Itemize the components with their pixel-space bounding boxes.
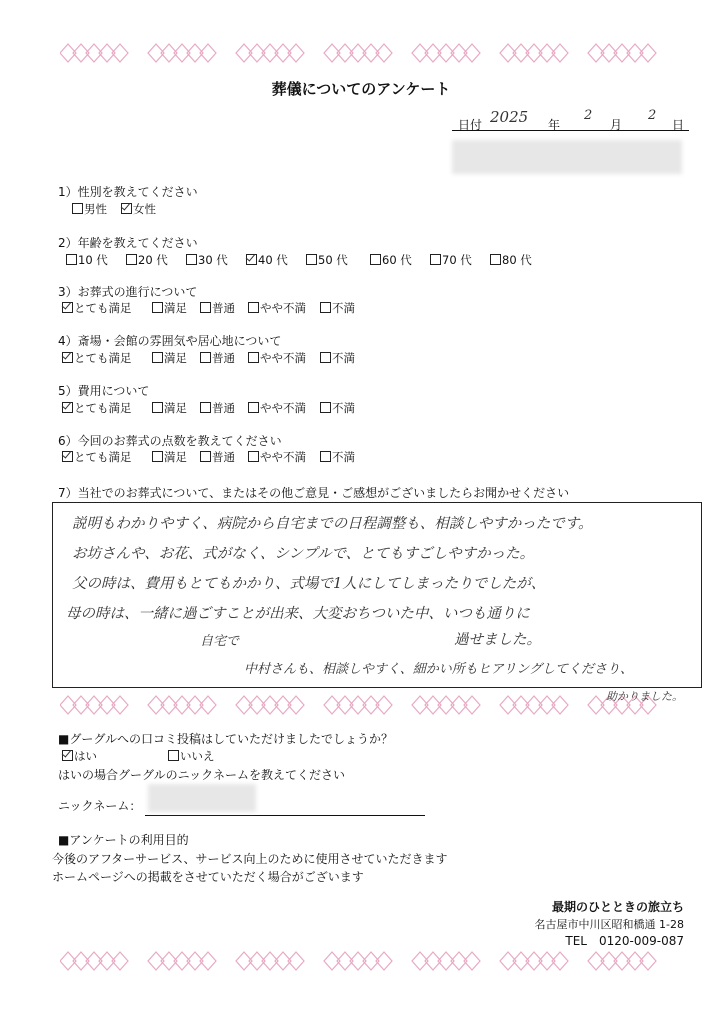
q3-option-neutral[interactable]: 普通	[200, 300, 235, 316]
q5-option-dissatisfied[interactable]: 不満	[320, 400, 355, 416]
checkbox[interactable]	[72, 203, 83, 214]
comment-line-4: 母の時は、一緒に過ごすことが出来、大変おちついた中、いつも通りに	[66, 606, 530, 622]
q6-option-very-satisfied[interactable]: とても満足	[62, 449, 132, 465]
date-day-unit: 日	[672, 118, 685, 132]
company-address: 名古屋市中川区昭和橋通 1-28	[534, 918, 684, 931]
q2-option-10s[interactable]: 10 代	[66, 252, 108, 268]
q6-question: 6）今回のお葬式の点数を教えてください	[58, 434, 282, 448]
purpose-line-1: 今後のアフターサービス、サービス向上のために使用させていただきます	[52, 852, 448, 866]
q5-option-very-satisfied[interactable]: とても満足	[62, 400, 132, 416]
bottom-decorative-border	[60, 946, 670, 976]
q2-question: 2）年齢を教えてください	[58, 236, 198, 250]
q6-option-dissatisfied[interactable]: 不満	[320, 449, 355, 465]
q4-option-satisfied[interactable]: 満足	[152, 350, 187, 366]
date-year-unit: 年	[548, 118, 561, 132]
nickname-label: ニックネーム：	[58, 799, 142, 813]
q1-question: 1）性別を教えてください	[58, 185, 198, 199]
redacted-area	[452, 140, 682, 174]
q1-option-male[interactable]: 男性	[72, 201, 107, 217]
q3-option-very-satisfied[interactable]: とても満足	[62, 300, 132, 316]
date-month-unit: 月	[610, 118, 623, 132]
comment-line-3: 父の時は、費用もとてもかかり、式場で1人にしてしまったりでしたが、	[72, 576, 546, 592]
middle-decorative-border	[60, 690, 670, 720]
q4-option-neutral[interactable]: 普通	[200, 350, 235, 366]
q3-option-somewhat-dissatisfied[interactable]: やや不満	[248, 300, 306, 316]
q3-question: 3）お葬式の進行について	[58, 285, 198, 299]
q2-option-20s[interactable]: 20 代	[126, 252, 168, 268]
q2-option-80s[interactable]: 80 代	[490, 252, 532, 268]
date-year-value: 2025	[490, 108, 529, 126]
google-yes-option[interactable]: はい	[62, 748, 97, 764]
purpose-line-2: ホームページへの掲載をさせていただく場合がございます	[52, 870, 364, 884]
q4-option-very-satisfied[interactable]: とても満足	[62, 350, 132, 366]
comment-line-6: 中村さんも、相談しやすく、細かい所もヒアリングしてくださり、	[244, 662, 633, 677]
q6-option-somewhat-dissatisfied[interactable]: やや不満	[248, 449, 306, 465]
q4-option-dissatisfied[interactable]: 不満	[320, 350, 355, 366]
q4-option-somewhat-dissatisfied[interactable]: やや不満	[248, 350, 306, 366]
nickname-prompt: はいの場合グーグルのニックネームを教えてください	[58, 768, 346, 782]
q5-option-satisfied[interactable]: 満足	[152, 400, 187, 416]
q5-question: 5）費用について	[58, 384, 150, 398]
redacted-nickname	[148, 784, 256, 812]
company-tel: TEL 0120-009-087	[565, 934, 684, 948]
google-question: ■グーグルへの口コミ投稿はしていただけましたでしょうか？	[58, 732, 393, 746]
comment-line-5: 過せました。	[454, 632, 541, 648]
q5-option-neutral[interactable]: 普通	[200, 400, 235, 416]
q6-option-satisfied[interactable]: 満足	[152, 449, 187, 465]
comment-line-7: 助かりました。	[606, 690, 683, 703]
q6-option-neutral[interactable]: 普通	[200, 449, 235, 465]
comment-insert-jitaku: 自宅で	[200, 634, 240, 649]
q3-option-satisfied[interactable]: 満足	[152, 300, 187, 316]
q7-question: 7）当社でのお葬式について、またはその他ご意見・ご感想がございましたらお聞かせください	[58, 486, 570, 500]
checkbox-checked[interactable]	[121, 203, 132, 214]
checkbox-checked[interactable]	[62, 750, 73, 761]
q5-option-somewhat-dissatisfied[interactable]: やや不満	[248, 400, 306, 416]
company-name: 最期のひとときの旅立ち	[551, 900, 684, 914]
comment-line-1: 説明もわかりやすく、病院から自宅までの日程調整も、相談しやすかったです。	[72, 516, 593, 532]
q2-option-60s[interactable]: 60 代	[370, 252, 412, 268]
q2-option-40s[interactable]: 40 代	[246, 252, 288, 268]
q2-option-30s[interactable]: 30 代	[186, 252, 228, 268]
q2-option-50s[interactable]: 50 代	[306, 252, 348, 268]
google-no-option[interactable]: いいえ	[168, 748, 215, 764]
date-day-value: 2	[648, 108, 657, 123]
q2-option-70s[interactable]: 70 代	[430, 252, 472, 268]
top-decorative-border	[60, 38, 670, 68]
checkbox[interactable]	[168, 750, 179, 761]
q1-option-female[interactable]: 女性	[121, 201, 156, 217]
q3-option-dissatisfied[interactable]: 不満	[320, 300, 355, 316]
page-title: 葬儀についてのアンケート	[271, 80, 451, 98]
purpose-heading: ■アンケートの利用目的	[58, 833, 189, 847]
date-month-value: 2	[584, 108, 593, 123]
q4-question: 4）斎場・会館の雰囲気や居心地について	[58, 334, 282, 348]
comment-line-2: お坊さんや、お花、式がなく、シンプルで、とてもすごしやすかった。	[72, 546, 535, 562]
date-label: 日付	[458, 118, 483, 132]
nickname-field[interactable]	[145, 815, 425, 816]
